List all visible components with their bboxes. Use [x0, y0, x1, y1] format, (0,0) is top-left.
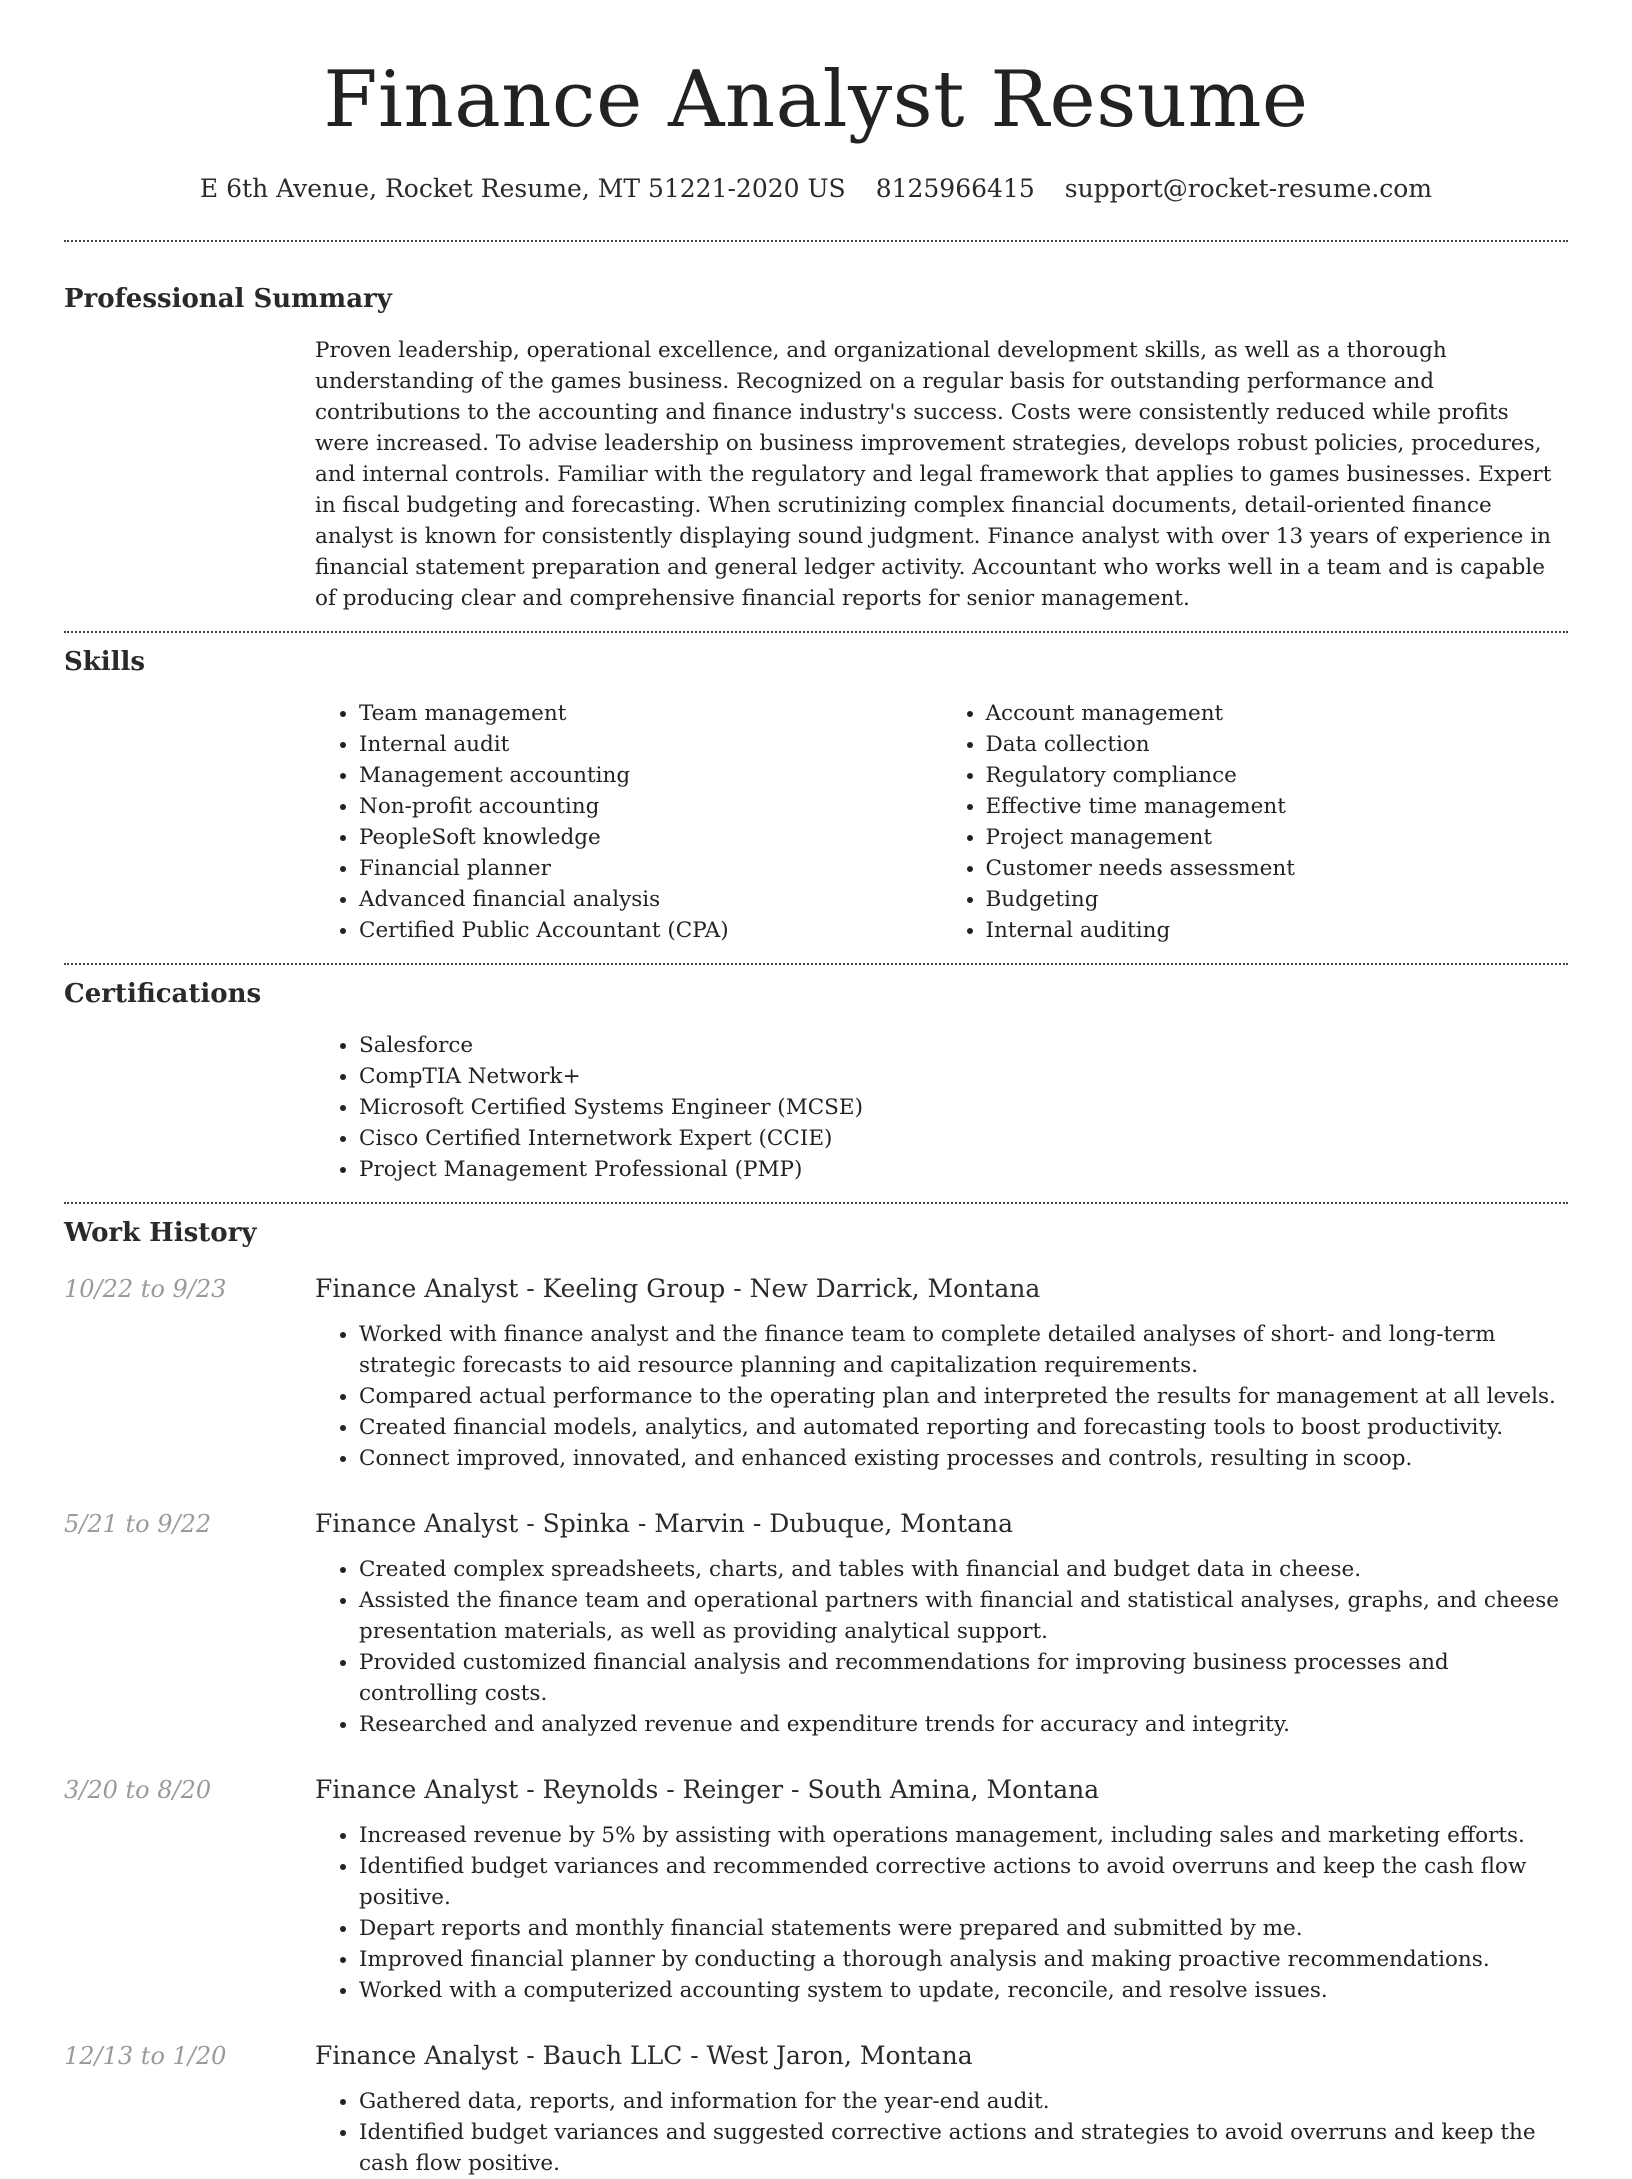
job-dates: 10/22 to 9/23: [64, 1275, 227, 1303]
header-divider: [64, 240, 1568, 242]
skill-item: • Project management: [986, 822, 1569, 853]
job-bullets: [315, 1820, 1568, 2006]
certifications-heading: Certifications: [64, 979, 262, 1009]
skill-item: • Non-profit accounting: [359, 791, 942, 822]
summary-heading: Professional Summary: [64, 284, 392, 314]
summary-divider: [64, 631, 1568, 633]
job-bullet: • Compared actual performance to the operating plan and interpreted the results for management at all levels.: [359, 1381, 1568, 1412]
certifications-list: [315, 1030, 1568, 1185]
work-history-heading: Work History: [64, 1218, 257, 1248]
job-bullet: • Increased revenue by 5% by assisting with operations management, including sales and marketing efforts.: [359, 1820, 1568, 1851]
summary-text: Proven leadership, operational excellence, and organizational development skills, as well as a thorough understanding of the games business. Recognized on a regular basis for outstanding performance and contributions to the accounting and finance industry's success. Costs were consistently reduced while profits were increased. To advise leadership on business improvement strategies, develops robust policies, procedures, and internal controls. Familiar with the regulatory and legal framework that applies to games businesses. Expert in fiscal budgeting and forecasting. When scrutinizing complex financial documents, detail-oriented finance analyst is known for consistently displaying sound judgment. Finance analyst with over 13 years of experience in financial statement preparation and general ledger activity. Accountant who works well in a team and is capable of producing clear and comprehensive financial reports for senior management.: [315, 338, 1552, 611]
job-bullet: • Provided customized financial analysis and recommendations for improving business processes and controlling costs.: [359, 1647, 1568, 1709]
skill-item: • Data collection: [986, 729, 1569, 760]
skill-item: • Management accounting: [359, 760, 942, 791]
job-title: Finance Analyst - Keeling Group - New Darrick, Montana: [315, 1274, 1041, 1303]
job-entry: [64, 2039, 1568, 2179]
job-bullet: • Created financial models, analytics, and automated reporting and forecasting tools to boost productivity.: [359, 1412, 1568, 1443]
job-entry: [64, 1773, 1568, 2006]
skill-item: • Customer needs assessment: [986, 853, 1569, 884]
skill-item: • Financial planner: [359, 853, 942, 884]
job-bullet: • Worked with a computerized accounting system to update, reconcile, and resolve issues.: [359, 1975, 1568, 2006]
job-bullets: [315, 1319, 1568, 1474]
skill-item: • Advanced financial analysis: [359, 884, 942, 915]
job-bullet: • Worked with finance analyst and the finance team to complete detailed analyses of short- and long-term strategic forecasts to aid resource planning and capitalization requirements.: [359, 1319, 1568, 1381]
skill-item: • Team management: [359, 698, 942, 729]
certification-item: • CompTIA Network+: [359, 1061, 1568, 1092]
job-bullet: • Depart reports and monthly financial statements were prepared and submitted by me.: [359, 1913, 1568, 1944]
skill-item: • Internal audit: [359, 729, 942, 760]
skill-item: • PeopleSoft knowledge: [359, 822, 942, 853]
resume-title: Finance Analyst Resume: [323, 55, 1309, 145]
job-title: Finance Analyst - Bauch LLC - West Jaron, Montana: [315, 2041, 973, 2070]
job-bullet: • Improved financial planner by conducting a thorough analysis and making proactive recommendations.: [359, 1944, 1568, 1975]
certification-item: • Cisco Certified Internetwork Expert (CCIE): [359, 1123, 1568, 1154]
job-bullet: • Connect improved, innovated, and enhanced existing processes and controls, resulting in scoop.: [359, 1443, 1568, 1474]
skills-list-left: [315, 698, 942, 946]
skill-item: • Regulatory compliance: [986, 760, 1569, 791]
job-dates: 12/13 to 1/20: [64, 2042, 227, 2070]
job-bullet: • Gathered data, reports, and information for the year-end audit.: [359, 2086, 1568, 2117]
job-bullet: • Assisted the finance team and operational partners with financial and statistical analyses, graphs, and cheese presentation materials, as well as providing analytical support.: [359, 1585, 1568, 1647]
summary-section: [64, 282, 1568, 614]
skill-item: • Certified Public Accountant (CPA): [359, 915, 942, 946]
job-bullet: • Created complex spreadsheets, charts, and tables with financial and budget data in cheese.: [359, 1554, 1568, 1585]
job-entry: [64, 1272, 1568, 1474]
skill-item: • Account management: [986, 698, 1569, 729]
job-bullet: • Identified budget variances and recommended corrective actions to avoid overruns and keep the cash flow positive.: [359, 1851, 1568, 1913]
job-dates: 5/21 to 9/22: [64, 1510, 212, 1538]
contact-address: E 6th Avenue, Rocket Resume, MT 51221-2020 US: [199, 174, 846, 203]
skill-item: • Effective time management: [986, 791, 1569, 822]
certifications-divider: [64, 1202, 1568, 1204]
contact-line: [64, 172, 1568, 206]
resume-page: [64, 0, 1568, 2179]
job-bullets: [315, 2086, 1568, 2179]
skill-item: • Budgeting: [986, 884, 1569, 915]
skill-item: • Internal auditing: [986, 915, 1569, 946]
job-bullet: • Identified budget variances and suggested corrective actions and strategies to avoid overruns and keep the cash flow positive.: [359, 2117, 1568, 2179]
certifications-section: [64, 977, 1568, 1185]
certification-item: • Project Management Professional (PMP): [359, 1154, 1568, 1185]
work-history-section: [64, 1216, 1568, 2179]
job-title: Finance Analyst - Spinka - Marvin - Dubuque, Montana: [315, 1509, 1013, 1538]
skills-divider: [64, 963, 1568, 965]
certification-item: • Salesforce: [359, 1030, 1568, 1061]
job-title: Finance Analyst - Reynolds - Reinger - South Amina, Montana: [315, 1775, 1100, 1804]
contact-phone: 8125966415: [875, 174, 1035, 203]
job-entry: [64, 1507, 1568, 1740]
contact-email: support@rocket-resume.com: [1064, 174, 1433, 203]
skills-section: [64, 645, 1568, 946]
job-bullets: [315, 1554, 1568, 1740]
certification-item: • Microsoft Certified Systems Engineer (MCSE): [359, 1092, 1568, 1123]
skills-heading: Skills: [64, 647, 146, 677]
job-dates: 3/20 to 8/20: [64, 1776, 212, 1804]
skills-list-right: [942, 698, 1569, 946]
job-bullet: • Researched and analyzed revenue and expenditure trends for accuracy and integrity.: [359, 1709, 1568, 1740]
